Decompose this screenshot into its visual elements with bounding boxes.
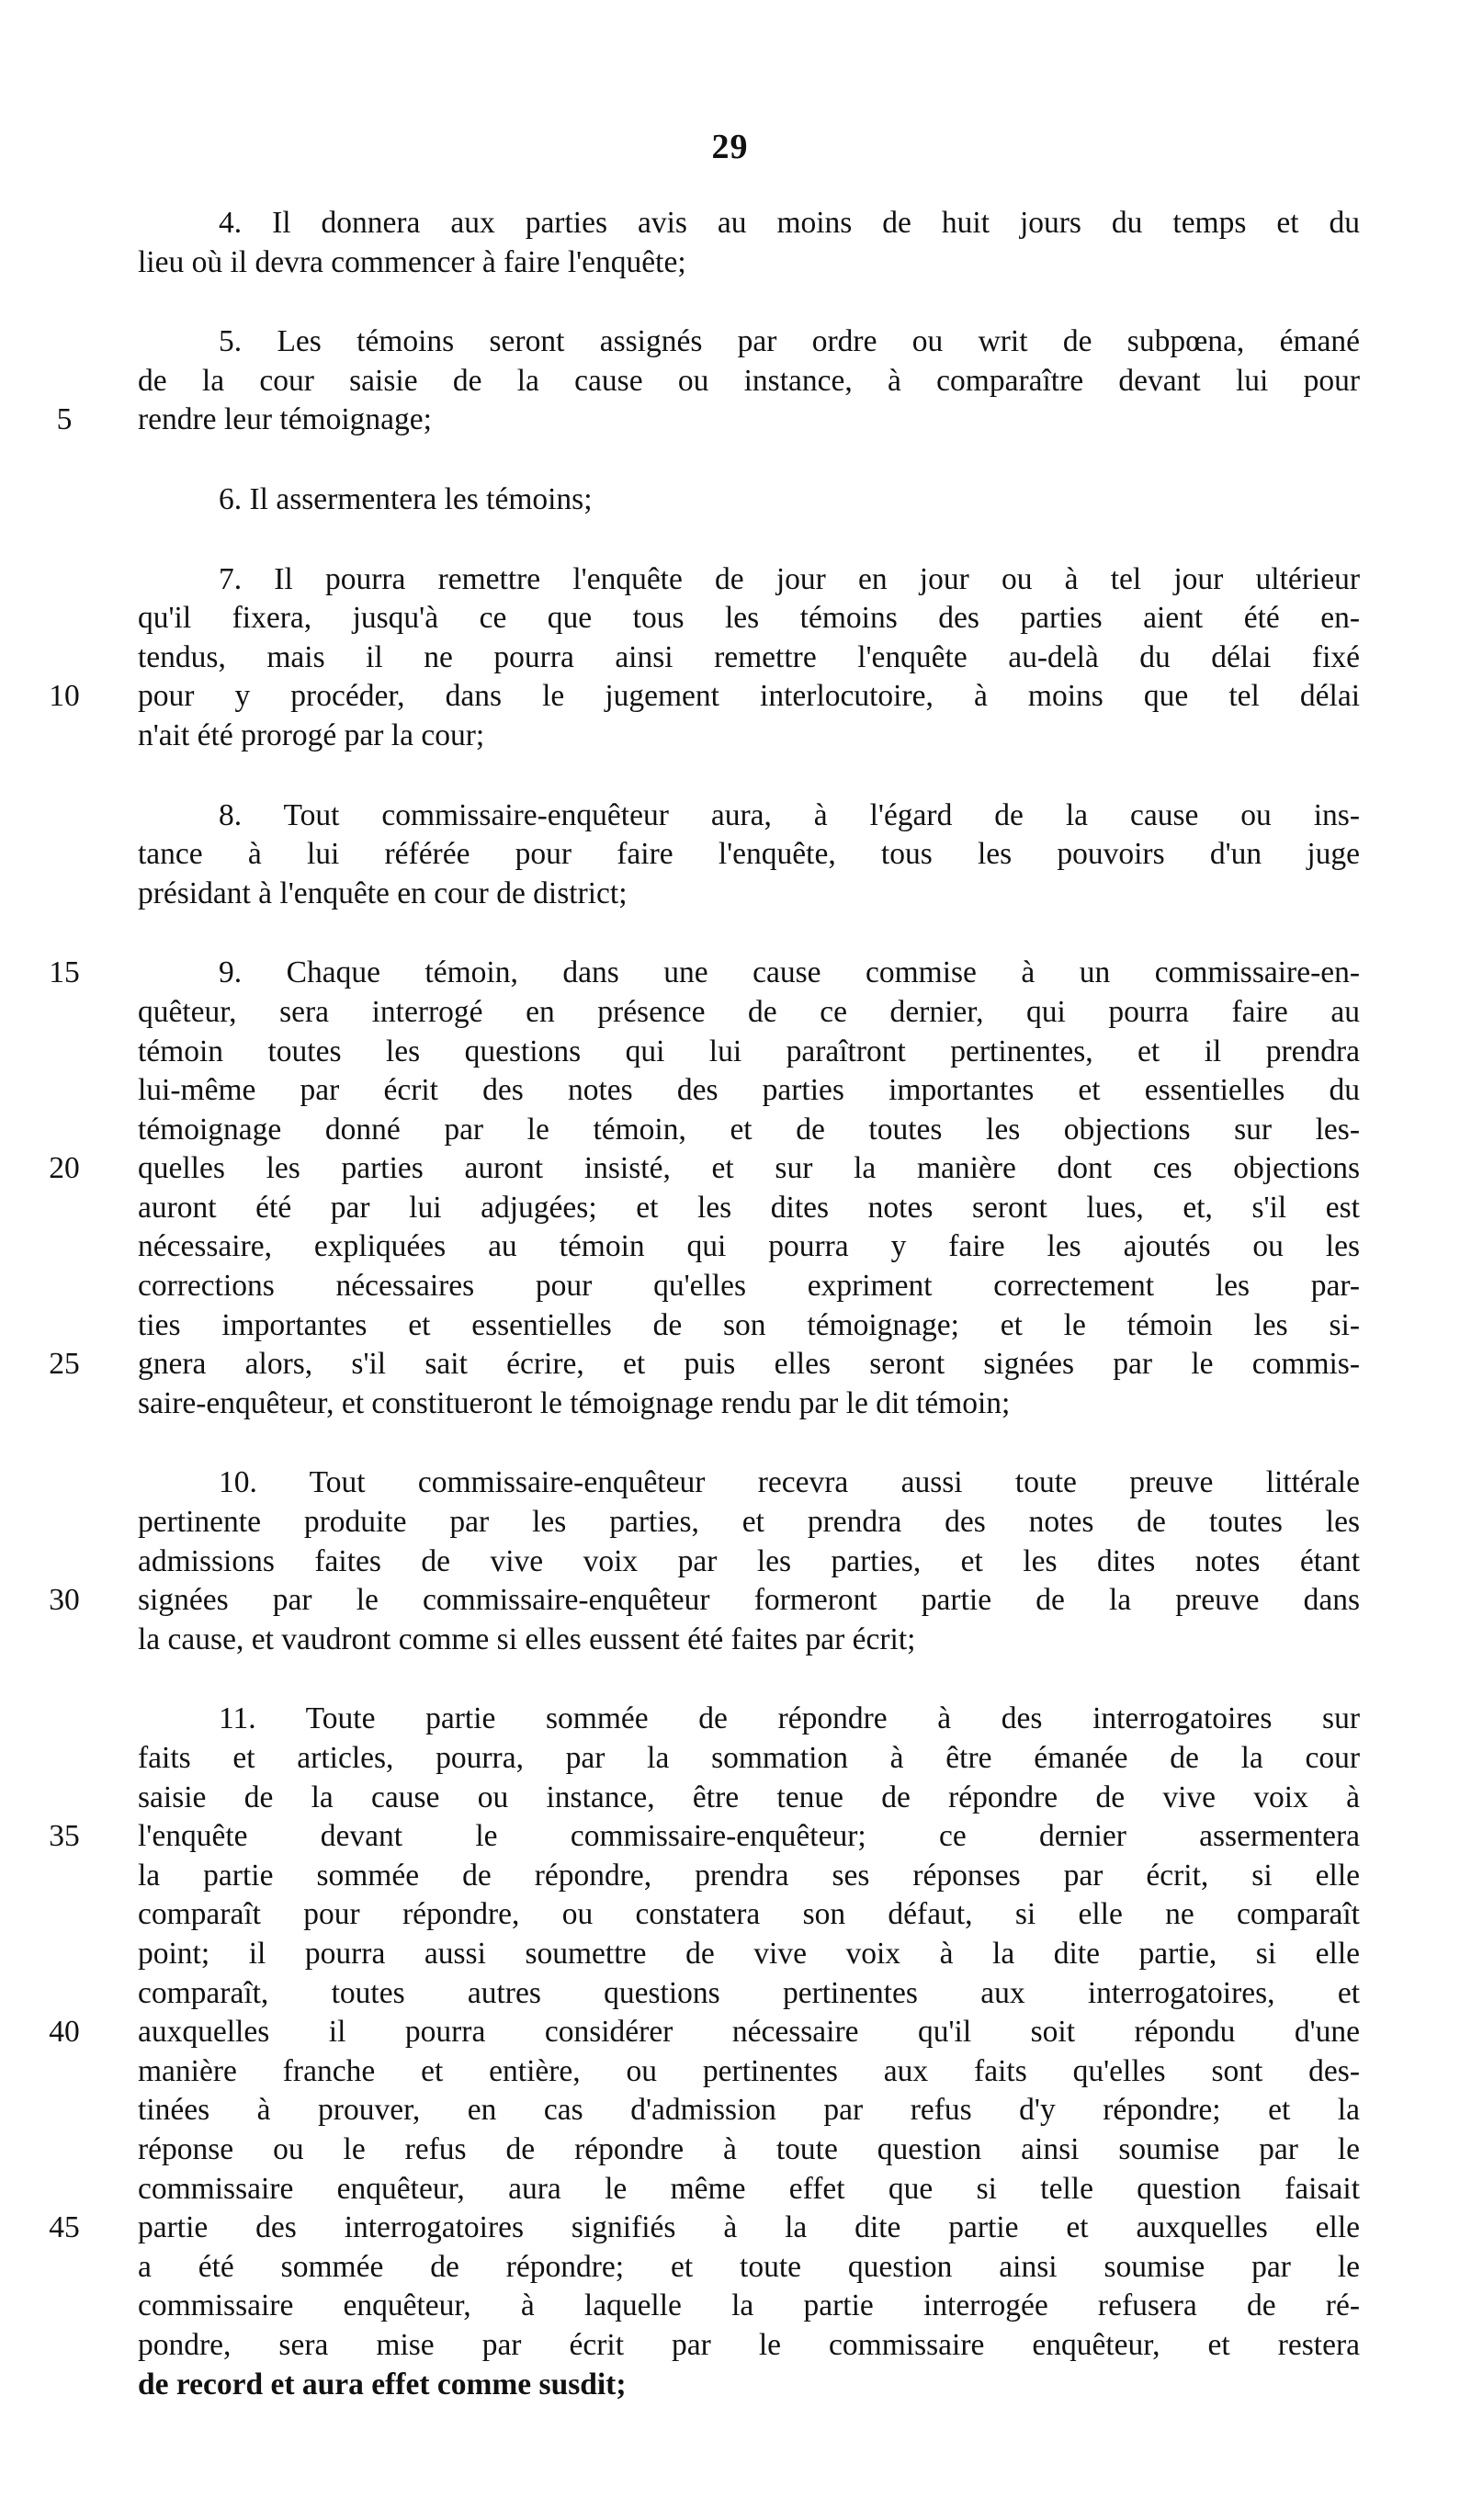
text-line: auront été par lui adjugées; et les dites notes seront lues, et, s'il est (138, 1190, 1360, 1225)
line-number-marker: 10 (49, 679, 80, 714)
text-line: lui-même par écrit des notes des parties importantes et essentielles du (138, 1073, 1360, 1108)
text-line: quêteur, sera interrogé en présence de ce dernier, qui pourra faire au (138, 994, 1360, 1029)
text-line: de la cour saisie de la cause ou instance, à comparaître devant lui pour (138, 363, 1360, 398)
text-line: qu'il fixera, jusqu'à ce que tous les témoins des parties aient été en- (138, 601, 1360, 636)
text-line: tance à lui référée pour faire l'enquête, tous les pouvoirs d'un juge (138, 837, 1360, 872)
text-line: saire-enquêteur, et constitueront le témoignage rendu par le dit témoin; (138, 1385, 1011, 1420)
text-line: signées par le commissaire-enquêteur formeront partie de la preuve dans 30 (138, 1581, 1360, 1621)
text-line: pour y procéder, dans le jugement interlocutoire, à moins que tel délai 10 (138, 677, 1360, 717)
paragraph-3 (138, 480, 1360, 520)
paragraph-8 (49, 1700, 1360, 2404)
text-line: la partie sommée de répondre, prendra ses réponses par écrit, si elle (138, 1858, 1360, 1893)
line-number-marker: 25 (49, 1347, 80, 1382)
text-line: 7. Il pourra remettre l'enquête de jour en jour ou à tel jour ultérieur (219, 561, 1360, 596)
text-line: de record et aura effet comme susdit; (138, 2367, 627, 2401)
text-line: 5. Les témoins seront assignés par ordre ou writ de subpœna, émané (219, 324, 1360, 359)
text-line: témoignage donné par le témoin, et de toutes les objections sur les- (138, 1112, 1360, 1147)
text-line: tinées à prouver, en cas d'admission par refus d'y répondre; et la (138, 2093, 1360, 2128)
line-number-marker: 30 (49, 1583, 80, 1618)
text-line: l'enquête devant le commissaire-enquêteur; ce dernier assermentera 35 (138, 1817, 1360, 1857)
text-line: faits et articles, pourra, par la sommation à être émanée de la cour (138, 1741, 1360, 1775)
text-line: corrections nécessaires pour qu'elles expriment correctement les par- (138, 1269, 1360, 1304)
line-number-marker: 15 (49, 955, 80, 990)
text-line: présidant à l'enquête en cour de district; (138, 876, 628, 910)
text-line: point; il pourra aussi soumettre de vive voix à la dite partie, si elle (138, 1936, 1360, 1971)
text-line: manière franche et entière, ou pertinentes aux faits qu'elles sont des- (138, 2053, 1360, 2088)
text-line: 6. Il assermentera les témoins; (219, 481, 593, 516)
text-line: 9. Chaque témoin, dans une cause commise à un commissaire-en- 15 (138, 954, 1360, 993)
text-line: commissaire enquêteur, aura le même effet que si telle question faisait (138, 2171, 1360, 2206)
text-line: tendus, mais il ne pourra ainsi remettre l'enquête au-delà du délai fixé (138, 639, 1360, 674)
line-number-marker: 5 (56, 402, 73, 437)
text-line: comparaît, toutes autres questions pertinentes aux interrogatoires, et (138, 1975, 1360, 2010)
text-line: nécessaire, expliquées au témoin qui pourra y faire les ajoutés ou les (138, 1229, 1360, 1264)
text-line: comparaît pour répondre, ou constatera son défaut, si elle ne comparaît (138, 1897, 1360, 1932)
paragraph-6 (49, 954, 1360, 1423)
line-number-marker: 20 (49, 1151, 80, 1186)
text-line: 10. Tout commissaire-enquêteur recevra aussi toute preuve littérale (219, 1465, 1360, 1500)
text-line: 4. Il donnera aux parties avis au moins de huit jours du temps et du (219, 206, 1360, 240)
text-line: commissaire enquêteur, à laquelle la partie interrogée refusera de ré- (138, 2288, 1360, 2323)
text-line: rendre leur témoignage; 5 (138, 401, 1360, 440)
text-line: 8. Tout commissaire-enquêteur aura, à l'égard de la cause ou ins- (219, 797, 1360, 832)
text-line: partie des interrogatoires signifiés à la dite partie et auxquelles elle 45 (138, 2209, 1360, 2248)
text-line: 11. Toute partie sommée de répondre à des interrogatoires sur (219, 1701, 1360, 1736)
text-line: quelles les parties auront insisté, et sur la manière dont ces objections 20 (138, 1149, 1360, 1189)
paragraph-1 (138, 204, 1360, 282)
text-line: auxquelles il pourra considérer nécessaire qu'il soit répondu d'une 40 (138, 2013, 1360, 2052)
text-line: gnera alors, s'il sait écrire, et puis elles seront signées par le commis- 25 (138, 1345, 1360, 1384)
text-line: admissions faites de vive voix par les parties, et les dites notes étant (138, 1543, 1360, 1578)
text-line: lieu où il devra commencer à faire l'enquête; (138, 244, 686, 279)
text-line: réponse ou le refus de répondre à toute question ainsi soumise par le (138, 2131, 1360, 2166)
page-number: 29 (711, 128, 749, 166)
paragraph-4 (49, 560, 1360, 756)
line-number-marker: 45 (49, 2210, 80, 2245)
line-number-marker: 40 (49, 2015, 80, 2050)
text-line: saisie de la cause ou instance, être tenue de répondre de vive voix à (138, 1780, 1360, 1814)
paragraph-7 (49, 1463, 1360, 1659)
text-line: pertinente produite par les parties, et prendra des notes de toutes les (138, 1505, 1360, 1540)
text-line: n'ait été prorogé par la cour; (138, 718, 485, 752)
text-line: la cause, et vaudront comme si elles eussent été faites par écrit; (138, 1622, 916, 1656)
body-text (49, 204, 1360, 2445)
text-line: ties importantes et essentielles de son témoignage; et le témoin les si- (138, 1307, 1360, 1342)
text-line: témoin toutes les questions qui lui paraîtront pertinentes, et il prendra (138, 1034, 1360, 1068)
line-number-marker: 35 (49, 1819, 80, 1854)
paragraph-2 (56, 322, 1360, 440)
text-line: a été sommée de répondre; et toute question ainsi soumise par le (138, 2249, 1360, 2284)
paragraph-5 (138, 797, 1360, 914)
text-line: pondre, sera mise par écrit par le commissaire enquêteur, et restera (138, 2327, 1360, 2362)
